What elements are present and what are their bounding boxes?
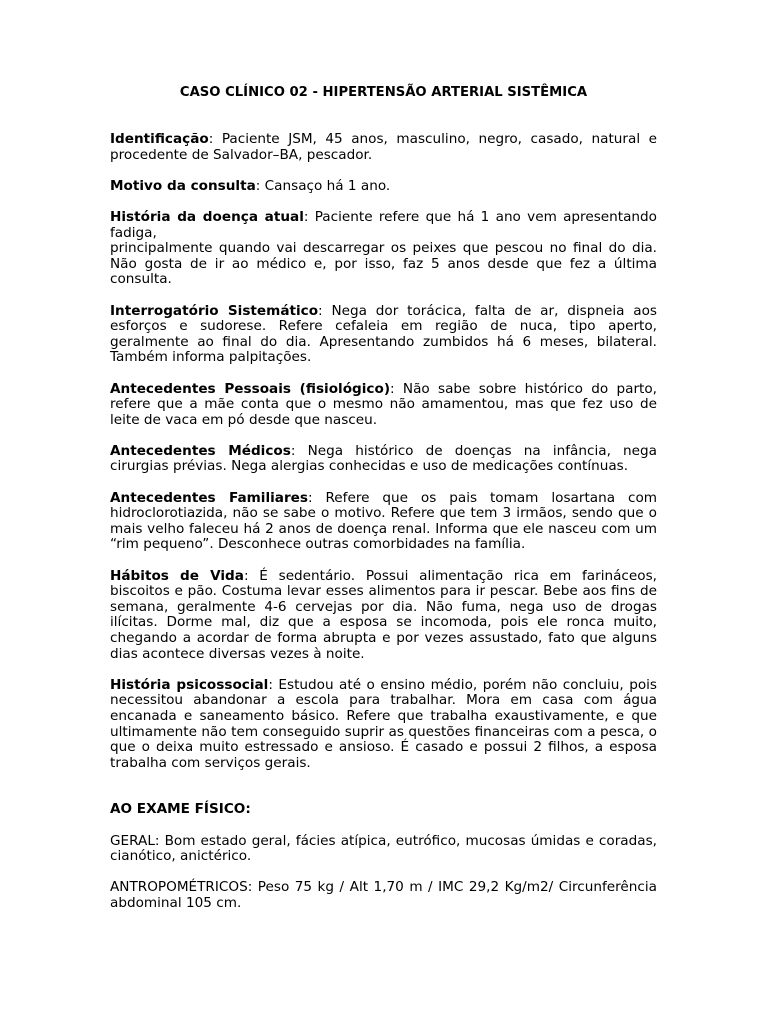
paragraph-exam-geral: GERAL: Bom estado geral, fácies atípica, eutrófico, mucosas úmidas e coradas, cianótico, anictérico. — [110, 832, 657, 865]
paragraph-identificacao — [110, 132, 657, 163]
text-hda-1: : Paciente refere que há 1 ano vem apresentando fadiga, — [110, 208, 657, 241]
exam-heading: AO EXAME FÍSICO: — [110, 801, 251, 818]
text-hda-2: principalmente quando vai descarregar os peixes que pescou no final do dia. Não gosta de ir ao médico e, por isso, faz 5 anos desde que fez a última consulta. — [110, 240, 657, 288]
paragraph-interrogatorio — [110, 304, 657, 366]
label-habitos: Hábitos de Vida — [110, 567, 244, 584]
paragraph-psicossocial — [110, 678, 657, 772]
label-antecedentes-familiares: Antecedentes Familiares — [110, 489, 308, 506]
text-identificacao: : Paciente JSM, 45 anos, masculino, negro, casado, natural e procedente de Salvador–BA, pescador. — [110, 131, 657, 163]
document-content — [110, 84, 657, 927]
text-antecedentes-pessoais: : Não sabe sobre histórico do parto, refere que a mãe conta que o mesmo não amamentou, mas que fez uso de leite de vaca em pó desde que nasceu. — [110, 380, 657, 428]
label-hda: História da doença atual — [110, 208, 304, 225]
text-habitos: : É sedentário. Possui alimentação rica em farináceos, biscoitos e pão. Costuma levar esses alimentos para ir pescar. Bebe aos fins de semana, geralmente 4-6 cervejas por dia. Não fuma, nega uso de drogas ilícitas. Dorme mal, diz que a esposa se incomoda, pois ele ronca muito, chegando a acordar de forma abrupta e por vezes assustado, fato que alguns dias acontece diversas vezes à noite. — [110, 567, 657, 662]
text-antecedentes-familiares: : Refere que os pais tomam losartana com hidroclorotiazida, não se sabe o motivo. Refere que tem 3 irmãos, sendo que o mais velho faleceu há 2 anos de doença renal. Informa que ele nasceu com um “rim pequeno”. Desconhece outras comorbidades na família. — [110, 489, 657, 553]
label-antecedentes-pessoais: Antecedentes Pessoais (fisiológico) — [110, 380, 391, 397]
label-identificacao: Identificação — [110, 131, 209, 147]
text-interrogatorio: : Nega dor torácica, falta de ar, dispneia aos esforços e sudorese. Refere cefaleia em região de nuca, tipo aperto, geralmente ao final do dia. Apresentando zumbidos há 6 meses, bilateral. Também informa palpitações. — [110, 302, 657, 366]
paragraph-antecedentes-familiares — [110, 491, 657, 553]
text-motivo: : Cansaço há 1 ano. — [255, 177, 391, 194]
paragraph-exam-antropometricos: ANTROPOMÉTRICOS: Peso 75 kg / Alt 1,70 m / IMC 29,2 Kg/m2/ Circunferência abdominal 105 cm. — [110, 879, 657, 911]
hda-line-1 — [110, 210, 657, 241]
label-psicossocial: História psicossocial — [110, 676, 269, 693]
paragraph-antecedentes-medicos — [110, 444, 657, 475]
text-antecedentes-medicos: : Nega histórico de doenças na infância, nega cirurgias prévias. Nega alergias conhecidas e uso de medicações contínuas. — [110, 442, 657, 475]
label-antecedentes-medicos: Antecedentes Médicos — [110, 442, 291, 459]
paragraph-motivo — [110, 179, 657, 195]
paragraph-antecedentes-pessoais — [110, 382, 657, 429]
label-motivo: Motivo da consulta — [110, 177, 256, 194]
paragraph-habitos — [110, 569, 657, 663]
document-title: CASO CLÍNICO 02 - HIPERTENSÃO ARTERIAL SISTÊMICA — [179, 85, 588, 100]
label-interrogatorio: Interrogatório Sistemático — [110, 302, 319, 319]
text-psicossocial: : Estudou até o ensino médio, porém não concluiu, pois necessitou abandonar a escola para trabalhar. Mora em casa com água encanada e saneamento básico. Refere que trabalha exaustivamente, e que ultimamente não tem conseguido suprir as questões financeiras com a pesca, o que o deixa muito estressado e ansioso. É casado e possui 2 filhos, a esposa trabalha com serviços gerais. — [110, 676, 657, 771]
paragraph-hda — [110, 210, 657, 288]
